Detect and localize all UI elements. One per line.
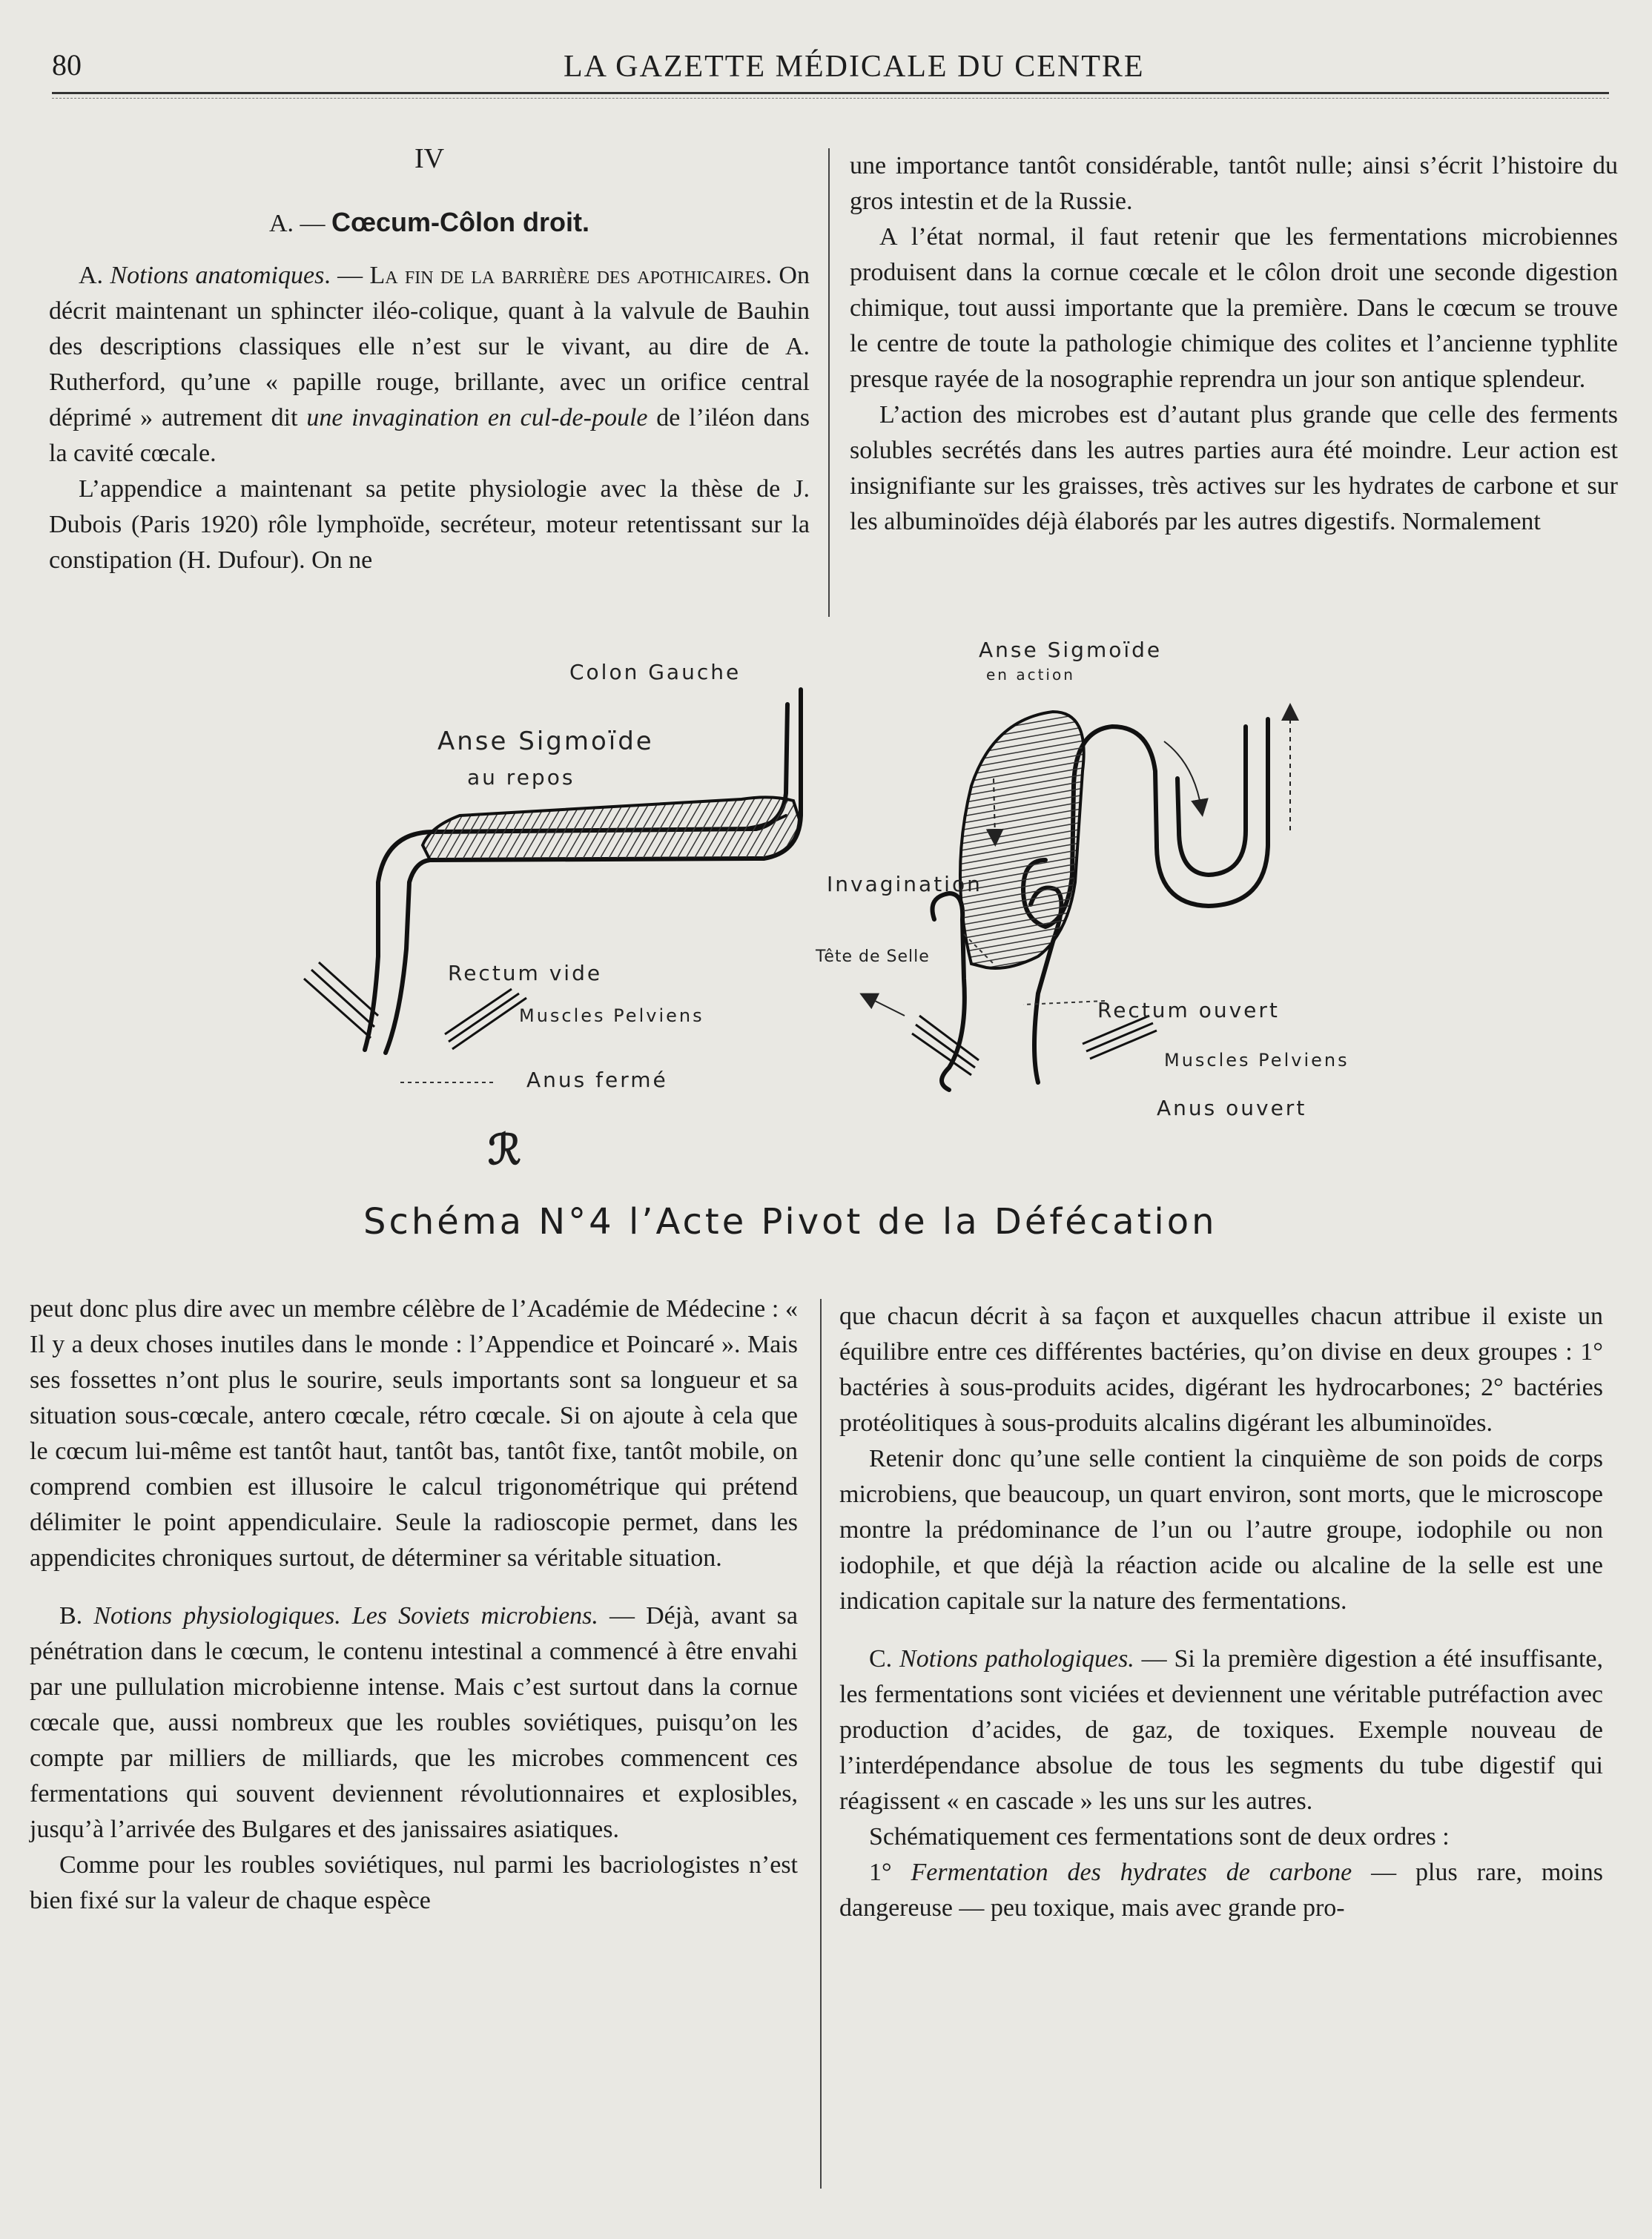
artist-monogram: ℛ xyxy=(488,1125,521,1174)
label-invagination: Invagination xyxy=(827,872,982,896)
running-title: LA GAZETTE MÉDICALE DU CENTRE xyxy=(564,50,1145,84)
figure-caption: Schéma N°4 l’Acte Pivot de la Défécation xyxy=(363,1201,1217,1243)
label-anse-action-2: en action xyxy=(986,666,1075,684)
para-italic: Notions pathologiques. xyxy=(899,1645,1134,1673)
defecation-schema xyxy=(282,638,1379,1275)
label-rectum-vide: Rectum vide xyxy=(448,961,603,985)
label-anse-repos-2: au repos xyxy=(467,765,575,790)
paragraph: A l’état normal, il faut retenir que les fermentations microbiennes produisent dans la cornue cœcale et le côlon droit une seconde digestion chimique, tout aussi importante que la première. Dans le cœcum se trouve le centre de toute la pathologie chimique des colites et l’ancienne typhlite presque rayée de la nosographie reprendra un jour son antique splendeur. xyxy=(850,223,1618,393)
bottom-left-column xyxy=(30,1292,798,1919)
left-sigmoid-content xyxy=(423,797,799,860)
column-divider-bottom xyxy=(820,1299,822,2189)
right-left-wall xyxy=(933,893,965,1090)
paragraph: L’action des microbes est d’autant plus grande que celle des ferments solubles secrétés dans les autres parties aura été moindre. Leur action est insignifiante sur les graisses, très actives sur les hydrates de carbone et sur les albuminoïdes déjà élaborés par les autres digestifs. Normalement xyxy=(850,401,1618,535)
para-lead: C. xyxy=(869,1645,900,1673)
para-smallcaps: La fin de la barrière des apothicaires xyxy=(369,262,766,289)
bottom-right-column xyxy=(839,1299,1603,1926)
para-text: . On décrit maintenant un sphincter iléo-colique, quant à la valvule de Bauhin des descriptions classiques elle n’est sur le vivant, au dire de A. Rutherford, qu’une « papille rouge, brillante, avec un orifice central déprimé » autrement dit xyxy=(49,262,810,431)
paragraph xyxy=(30,1598,798,1848)
para-lead-italic: Notions anatomiques xyxy=(110,262,325,289)
section-heading xyxy=(49,205,810,242)
label-anse-action-1: Anse Sigmoïde xyxy=(979,638,1163,662)
header-rule-dashed xyxy=(52,98,1609,99)
para-lead: 1° xyxy=(869,1859,911,1886)
paragraph: une importance tantôt considérable, tantôt nulle; ainsi s’écrit l’histoire du gros intestin et de la Russie. xyxy=(850,152,1618,215)
paragraph: Comme pour les roubles soviétiques, nul parmi les bacriologistes n’est bien fixé sur la valeur de chaque espèce xyxy=(30,1851,798,1914)
top-right-column xyxy=(850,148,1618,540)
paragraph: peut donc plus dire avec un membre célèbre de l’Académie de Médecine : « Il y a deux choses inutiles dans le monde : l’Appendice et Poincaré ». Mais ses fossettes n’ont plus le sourire, seuls importants sont sa longueur et sa situation sous-cœcale, antero cœcale, rétro cœcale. Si on ajoute à cela que le cœcum lui-même est tantôt haut, tantôt bas, tantôt fixe, tantôt mobile, on comprend combien est illusoire le calcul trigonométrique qui prétend délimiter le point appendiculaire. Seule la radioscopie permet, dans les appendicites chroniques surtout, de déterminer sa véritable situation. xyxy=(30,1295,798,1572)
page-header xyxy=(52,42,1616,93)
paragraph: que chacun décrit à sa façon et auxquelles chacun attribue il existe un équilibre entre ces différentes bactéries, qu’on divise en deux groupes : 1° bactéries à sous-produits acides, digérant les hydrocarbones; 2° bactéries protéolitiques à sous-produits alcalins digérant les albuminoïdes. xyxy=(839,1303,1603,1437)
page-number: 80 xyxy=(52,48,82,82)
paragraph: Schématiquement ces fermentations sont de deux ordres : xyxy=(869,1823,1450,1851)
para-text: — Si la première digestion a été insuffisante, les fermentations sont viciées et deviennent une véritable putréfaction avec production d’acides, de gaz, de toxiques. Exemple nouveau de l’interdépendance absolue de tous les segments du tube digestif qui réagissent « en cascade » les uns sur les autres. xyxy=(839,1645,1603,1815)
para-text: — Déjà, avant sa pénétration dans le cœcum, le contenu intestinal a commencé à être envahi par une pullulation microbienne intense. Mais c’est surtout dans la cornue cœcale que, aussi nombreux que les roubles soviétiques, puisqu’on les compte par milliers de milliards, que les microbes commencent ces fermentations qui souvent deviennent révolutionnaires et explosibles, jusqu’à l’arrivée des Bulgares et des janissaires asiatiques. xyxy=(30,1602,798,1843)
label-colon-gauche: Colon Gauche xyxy=(569,660,741,684)
label-anus-ouvert: Anus ouvert xyxy=(1157,1096,1307,1120)
label-anse-repos-1: Anse Sigmoïde xyxy=(437,727,654,756)
para-italic: Notions physiologiques. Les Soviets microbiens. xyxy=(93,1602,598,1630)
para-italic: une invagination en cul-de-poule xyxy=(306,404,648,431)
paragraph: L’appendice a maintenant sa petite physiologie avec la thèse de J. Dubois (Paris 1920) rôle lymphoïde, secréteur, moteur retentissant sur la constipation (H. Dufour). On ne xyxy=(49,475,810,574)
label-muscles-pelviens-right: Muscles Pelviens xyxy=(1164,1050,1349,1071)
label-anus-ferme: Anus fermé xyxy=(526,1068,668,1092)
para-end: de l’iléon dans la cavité cœcale. xyxy=(49,404,810,467)
header-rule xyxy=(52,92,1609,94)
para-dash: . — xyxy=(324,262,370,289)
spacer xyxy=(839,1619,1603,1641)
expulsion-arrow xyxy=(868,997,905,1016)
section-roman: IV xyxy=(414,143,445,174)
column-divider-top xyxy=(828,148,830,617)
para-lead: B. xyxy=(59,1602,94,1630)
spacer xyxy=(30,1576,798,1598)
para-lead: A. xyxy=(79,262,110,289)
para-italic: Fermentation des hydrates de carbone xyxy=(911,1859,1352,1886)
paragraph: Retenir donc qu’une selle contient la cinquième de son poids de corps microbiens, que beaucoup, un quart environ, sont morts, que le microscope montre la prédominance de l’un ou l’autre groupe, iodophile ou non iodophile, et que déjà la réaction acide ou alcaline de la selle est une indication capitale sur la nature des fermentations. xyxy=(839,1445,1603,1615)
paragraph xyxy=(839,1855,1603,1926)
paragraph xyxy=(839,1641,1603,1819)
label-muscles-pelviens-left: Muscles Pelviens xyxy=(519,1005,704,1026)
label-rectum-ouvert: Rectum ouvert xyxy=(1097,998,1280,1022)
top-left-column xyxy=(49,141,810,578)
label-tete-de-selle: Tête de Selle xyxy=(816,947,930,966)
right-stool-mass xyxy=(960,712,1084,968)
para-text: — plus rare, moins dangereuse — peu toxique, mais avec grande pro- xyxy=(839,1859,1603,1922)
section-heading-letter: A. — xyxy=(268,210,326,237)
section-heading-title: Cœcum-Côlon droit. xyxy=(331,207,589,237)
paragraph xyxy=(49,258,810,472)
